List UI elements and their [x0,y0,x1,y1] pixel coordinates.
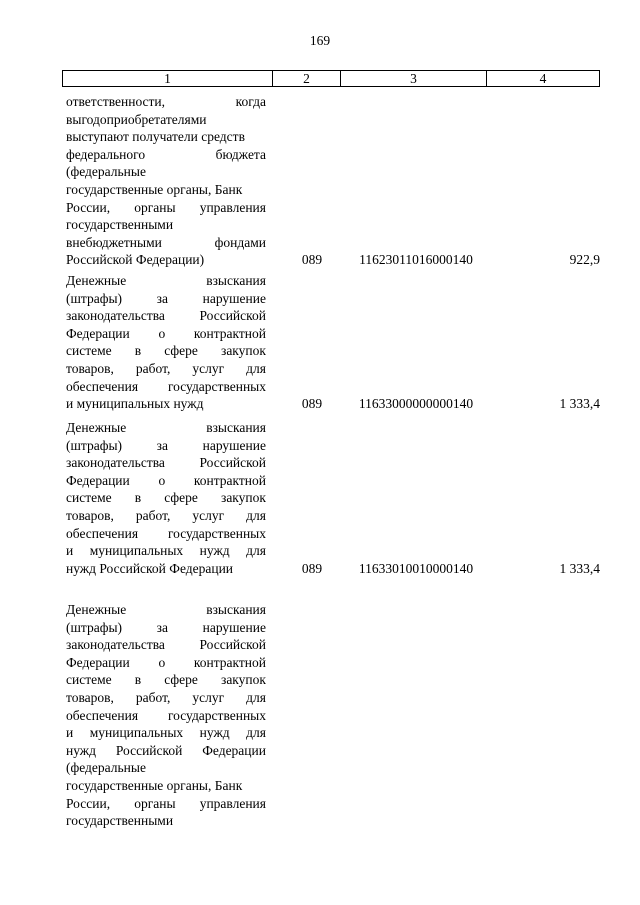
description-line [66,216,266,234]
description-line [66,290,266,308]
description-word: бюджета [215,146,266,162]
description-word: за [156,290,168,306]
row-description [66,272,266,413]
description-word: в [134,343,142,359]
amount: 1 333,4 [559,560,600,576]
amount: 922,9 [569,252,600,268]
description-word: управления [199,199,266,215]
description-word: и [66,725,74,741]
description-word: товаров, [66,360,114,376]
description-word: контрактной [193,325,266,341]
description-line [66,307,266,325]
description-word: и муниципальных нужд [66,396,204,412]
description-word: Российской [199,455,266,471]
admin-code: 089 [301,396,323,412]
description-line [66,525,266,543]
budget-code: 11633010010000140 [358,560,474,576]
description-word: выгодоприобретателями [66,111,207,127]
description-word: работ, [135,507,171,523]
description-line [66,724,266,742]
description-word: в [134,672,142,688]
description-line [66,619,266,637]
description-line [66,272,266,290]
description-word: Денежные [66,602,127,617]
description-word: Российской Федерации) [66,252,205,268]
description-word: Федерации [66,325,130,341]
description-word: взыскания [206,602,266,617]
description-word: за [156,619,168,635]
description-line [66,489,266,507]
description-word: закупок [220,490,266,506]
row-description [66,419,266,577]
description-word: о [158,654,166,670]
description-line [66,378,266,396]
description-line [66,146,266,164]
description-word: России, [66,199,111,215]
description-line [66,454,266,472]
description-word: услуг [192,360,225,376]
description-word: Российской [199,308,266,324]
description-line [66,759,266,777]
description-word: сфере [164,490,198,506]
description-word: (федеральные [66,164,146,180]
description-word: государственных [167,707,266,723]
description-word: государственных [167,378,266,394]
description-word: Российской [199,637,266,653]
header-col-4: 4 [539,71,547,86]
description-line [66,542,266,560]
description-word: системе [66,672,112,688]
description-word: сфере [164,343,198,359]
description-word: Федерации [66,472,130,488]
description-line [66,93,266,111]
description-word: услуг [192,507,225,523]
description-line [66,707,266,725]
description-line [66,742,266,760]
description-word: для [246,507,266,523]
description-word: контрактной [193,472,266,488]
description-word: (штрафы) [66,437,123,453]
description-word: государственных [167,525,266,541]
row-description [66,601,266,830]
description-word: (штрафы) [66,619,123,635]
description-line [66,437,266,455]
description-word: государственные органы, Банк [66,181,243,197]
description-word: взыскания [206,420,266,435]
description-word: муниципальных [89,725,184,741]
description-line [66,654,266,672]
description-line [66,342,266,360]
row-values [0,395,640,413]
row-description [66,93,266,269]
description-word: обеспечения [66,525,139,541]
description-word: нужд [66,742,96,758]
header-col-3: 3 [341,71,487,86]
description-word: товаров, [66,507,114,523]
description-line [66,325,266,343]
description-line [66,360,266,378]
description-line [66,636,266,654]
description-line [66,199,266,217]
budget-code: 11623011016000140 [359,252,473,268]
table-header [62,70,600,87]
description-word: закупок [220,672,266,688]
description-word: государственные органы, Банк [66,777,243,793]
admin-code: 089 [301,252,323,268]
description-word: работ, [135,689,171,705]
description-word: контрактной [193,654,266,670]
description-line [66,472,266,490]
description-word: о [158,325,166,341]
description-word: государственными [66,217,174,233]
description-line [66,181,266,199]
description-word: товаров, [66,689,114,705]
description-word: управления [199,795,266,811]
description-word: Денежные [66,420,127,435]
description-word: нарушение [202,290,266,306]
description-word: для [246,725,266,741]
description-word: (федеральные [66,760,146,776]
description-word: законодательства [66,455,165,471]
row-values [0,560,640,578]
description-word: сфере [164,672,198,688]
budget-code: 11633000000000140 [358,396,474,412]
description-word: государственными [66,813,174,829]
description-line [66,419,266,437]
description-line [66,671,266,689]
page-number: 169 [309,33,331,48]
description-word: Федерации [66,654,130,670]
description-word: в [134,490,142,506]
description-word: органы [134,199,176,215]
description-word: системе [66,343,112,359]
description-word: обеспечения [66,707,139,723]
description-word: нарушение [202,619,266,635]
description-word: федерального [66,146,146,162]
header-col-2: 2 [273,71,341,86]
description-word: нужд [199,725,230,741]
description-word: фондами [214,234,266,250]
description-word: нужд [199,543,230,559]
description-word: и [66,543,74,559]
header-col-1: 1 [63,71,273,86]
description-word: Денежные [66,273,127,288]
description-word: России, [66,795,111,811]
description-line [66,507,266,525]
description-line [66,111,266,129]
description-word: работ, [135,360,171,376]
description-word: ответственности, [66,94,166,109]
description-word: (штрафы) [66,290,123,306]
description-word: законодательства [66,308,165,324]
description-word: обеспечения [66,378,139,394]
description-word: для [246,543,266,559]
admin-code: 089 [301,560,323,576]
description-word: Федерации [202,742,266,758]
description-word: Российской [115,742,183,758]
description-line [66,795,266,813]
description-word: внебюджетными [66,234,162,250]
description-word: о [158,472,166,488]
description-word: выступают получатели средств [66,129,245,145]
description-line [66,601,266,619]
description-word: законодательства [66,637,165,653]
description-line [66,163,266,181]
description-word: взыскания [206,273,266,288]
description-word: для [246,689,266,705]
description-word: системе [66,490,112,506]
description-word: когда [235,94,266,109]
description-word: услуг [192,689,225,705]
description-line [66,128,266,146]
description-line [66,234,266,252]
amount: 1 333,4 [559,396,600,412]
description-word: органы [134,795,176,811]
description-word: нужд Российской Федерации [66,560,234,576]
description-line [66,777,266,795]
row-values [0,251,640,269]
row-values [0,812,640,830]
description-word: муниципальных [89,543,184,559]
description-word: за [156,437,168,453]
description-word: для [246,360,266,376]
description-word: закупок [220,343,266,359]
description-word: нарушение [202,437,266,453]
description-line [66,689,266,707]
